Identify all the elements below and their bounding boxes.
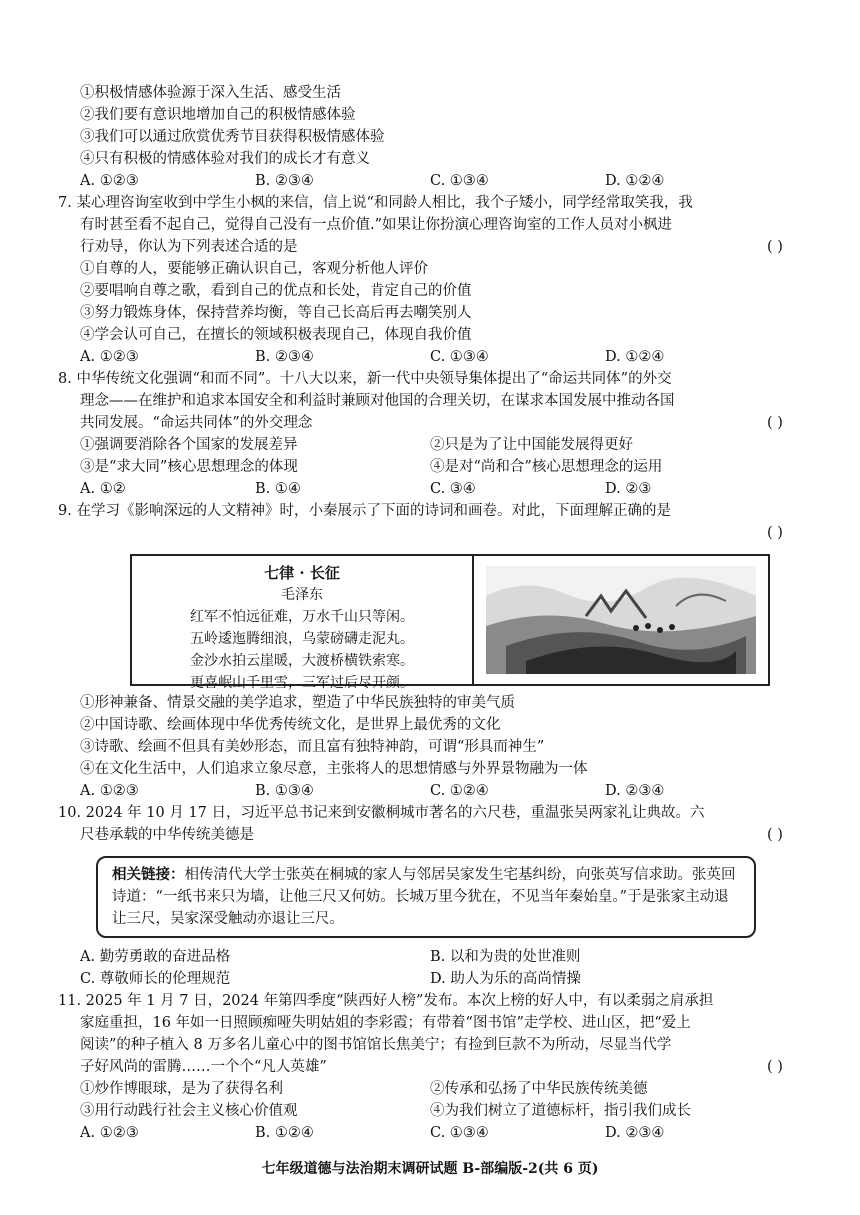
question-10	[58, 802, 800, 990]
q11-option-b: B. ①②④	[255, 1125, 314, 1141]
q11-item-1: ①炒作博眼球，是为了获得名利	[80, 1081, 283, 1097]
q8-stem-line-3: 共同发展。“命运共同体”的外交理念	[80, 415, 313, 431]
q7-option-c: C. ①③④	[430, 349, 489, 365]
q6-option-a: A. ①②③	[80, 173, 139, 189]
q6-item-1: ①积极情感体验源于深入生活、感受生活	[80, 85, 341, 101]
q8-stem-line-2: 理念——在维护和追求本国安全和利益时兼顾对他国的合理关切，在谋求本国发展中推动各国	[80, 393, 675, 409]
q10-option-b: B. 以和为贵的处世准则	[430, 949, 581, 965]
q11-option-d: D. ②③④	[605, 1125, 665, 1141]
poem-title: 七律 · 长征	[264, 564, 340, 582]
q7-option-d: D. ①②④	[605, 349, 665, 365]
question-7	[58, 192, 800, 368]
q9-item-4: ④在文化生活中，人们追求立象尽意，主张将人的思想情感与外界景物融为一体	[80, 761, 588, 777]
question-9	[58, 500, 800, 802]
poem-line-4: 更喜岷山千里雪，三军过后尽开颜。	[190, 675, 414, 691]
q11-options	[80, 1122, 800, 1144]
poem-line-2: 五岭逶迤腾细浪，乌蒙磅礴走泥丸。	[190, 631, 414, 647]
q11-answer-blank: ( )	[767, 1059, 783, 1075]
q7-item-1: ①自尊的人，要能够正确认识自己，客观分析他人评价	[80, 261, 428, 277]
q6-option-c: C. ①③④	[430, 173, 489, 189]
question-11	[58, 990, 800, 1144]
q8-stem-line-1: 8. 中华传统文化强调“和而不同”。十八大以来，新一代中央领导集体提出了“命运共同体”的外交	[58, 371, 672, 387]
q10-option-c: C. 尊敬师长的伦理规范	[80, 971, 231, 987]
poem-panel	[132, 556, 474, 691]
q8-option-c: C. ③④	[430, 481, 476, 497]
q8-items-row-2	[80, 456, 800, 478]
q8-answer-blank: ( )	[767, 415, 783, 431]
q8-option-d: D. ②③	[605, 481, 652, 497]
q9-option-c: C. ①②④	[430, 783, 489, 799]
q10-stem-line-2: 尺巷承载的中华传统美德是	[80, 827, 254, 843]
q9-answer-blank: ( )	[767, 525, 783, 541]
q7-item-3: ③努力锻炼身体，保持营养均衡，等自己长高后再去嘲笑别人	[80, 305, 472, 321]
q6-item-2: ②我们要有意识地增加自己的积极情感体验	[80, 107, 356, 123]
q9-options	[80, 780, 800, 802]
q11-items-row-1	[80, 1078, 800, 1100]
q7-answer-blank: ( )	[767, 239, 783, 255]
q8-item-1: ①强调要消除各个国家的发展差异	[80, 437, 298, 453]
poem-figure	[130, 554, 770, 691]
q10-options-row-1	[80, 946, 800, 968]
q7-stem-line-1: 7. 某心理咨询室收到中学生小枫的来信，信上说“和同龄人相比，我个子矮小，同学经常取笑我，我	[58, 195, 693, 211]
poem-author: 毛泽东	[281, 587, 323, 603]
poem-line-3: 金沙水拍云崖暖，大渡桥横铁索寒。	[190, 653, 414, 669]
q10-options-row-2	[80, 968, 800, 990]
q6-item-3: ③我们可以通过欣赏优秀节目获得积极情感体验	[80, 129, 385, 145]
q7-item-4: ④学会认可自己，在擅长的领域积极表现自己，体现自我价值	[80, 327, 472, 343]
q11-stem-line-3: 阅读”的种子植入 8 万多名儿童心中的图书馆馆长焦美宁；有捡到巨款不为所动，尽显当代学	[80, 1037, 672, 1053]
related-link-text: 相传清代大学士张英在桐城的家人与邻居吴家发生宅基纠纷，向张英写信求助。张英回诗道：“一纸书来只为墙，让他三尺又何妨。长城万里今犹在，不见当年秦始皇。”于是张家主动退让三尺，吴家深受触动亦退让三尺。	[112, 867, 736, 927]
related-link-box	[96, 856, 756, 938]
q6-options	[80, 170, 800, 192]
q9-item-3: ③诗歌、绘画不但具有美妙形态，而且富有独特神韵，可谓“形具而神生”	[80, 739, 545, 755]
q7-options	[80, 346, 800, 368]
painting-image	[474, 556, 768, 684]
q6-option-d: D. ①②④	[605, 173, 665, 189]
q7-option-a: A. ①②③	[80, 349, 139, 365]
q10-answer-blank: ( )	[767, 827, 783, 843]
q10-option-a: A. 勤劳勇敢的奋进品格	[80, 949, 231, 965]
q11-item-4: ④为我们树立了道德标杆，指引我们成长	[430, 1103, 691, 1119]
q7-item-2: ②要唱响自尊之歌，看到自己的优点和长处，肯定自己的价值	[80, 283, 472, 299]
q10-stem-line-1: 10. 2024 年 10 月 17 日，习近平总书记来到安徽桐城市著名的六尺巷，重温张吴两家礼让典故。六	[58, 805, 705, 821]
long-march-painting	[486, 566, 756, 674]
q11-stem-line-4: 子好风尚的雷腾……一个个“凡人英雄”	[80, 1059, 327, 1075]
related-link-label: 相关链接：	[112, 866, 185, 883]
q9-option-d: D. ②③④	[605, 783, 665, 799]
q8-item-4: ④是对“尚和合”核心思想理念的运用	[430, 459, 663, 475]
q11-option-a: A. ①②③	[80, 1125, 139, 1141]
q11-stem-line-1: 11. 2025 年 1 月 7 日，2024 年第四季度“陕西好人榜”发布。本次上榜的好人中，有以柔弱之肩承担	[58, 993, 714, 1009]
q11-stem-line-2: 家庭重担，16 年如一日照顾痴哑失明姑姐的李彩霞；有带着“图书馆”走学校、进山区，把“爱上	[80, 1015, 691, 1031]
poem-line-1: 红军不怕远征难，万水千山只等闲。	[190, 609, 414, 625]
q7-option-b: B. ②③④	[255, 349, 314, 365]
page-footer: 七年级道德与法治期末调研试题 B-部编版-2(共 6 页)	[261, 1161, 599, 1177]
q11-items-row-2	[80, 1100, 800, 1122]
q9-item-1: ①形神兼备、情景交融的美学追求，塑造了中华民族独特的审美气质	[80, 695, 515, 711]
q7-stem-line-3: 行劝导，你认为下列表述合适的是	[80, 239, 298, 255]
q7-stem-line-2: 有时甚至看不起自己，觉得自己没有一点价值.”如果让你扮演心理咨询室的工作人员对小枫进	[80, 217, 673, 233]
q9-option-b: B. ①③④	[255, 783, 314, 799]
q11-option-c: C. ①③④	[430, 1125, 489, 1141]
q9-option-a: A. ①②③	[80, 783, 139, 799]
q6-option-b: B. ②③④	[255, 173, 314, 189]
q11-item-3: ③用行动践行社会主义核心价值观	[80, 1103, 298, 1119]
q9-item-2: ②中国诗歌、绘画体现中华优秀传统文化，是世界上最优秀的文化	[80, 717, 501, 733]
q11-item-2: ②传承和弘扬了中华民族传统美德	[430, 1081, 648, 1097]
q9-stem: 9. 在学习《影响深远的人文精神》时，小秦展示了下面的诗词和画卷。对此，下面理解正确的是	[58, 503, 671, 519]
q8-items-row-1	[80, 434, 800, 456]
question-6	[80, 82, 800, 192]
q6-item-4: ④只有积极的情感体验对我们的成长才有意义	[80, 151, 370, 167]
question-area	[58, 82, 800, 1144]
q8-item-3: ③是“求大同”核心思想理念的体现	[80, 459, 298, 475]
q10-option-d: D. 助人为乐的高尚情操	[430, 971, 581, 987]
q8-option-a: A. ①②	[80, 481, 126, 497]
q8-options	[80, 478, 800, 500]
question-8	[58, 368, 800, 500]
q8-item-2: ②只是为了让中国能发展得更好	[430, 437, 633, 453]
q8-option-b: B. ①④	[255, 481, 301, 497]
